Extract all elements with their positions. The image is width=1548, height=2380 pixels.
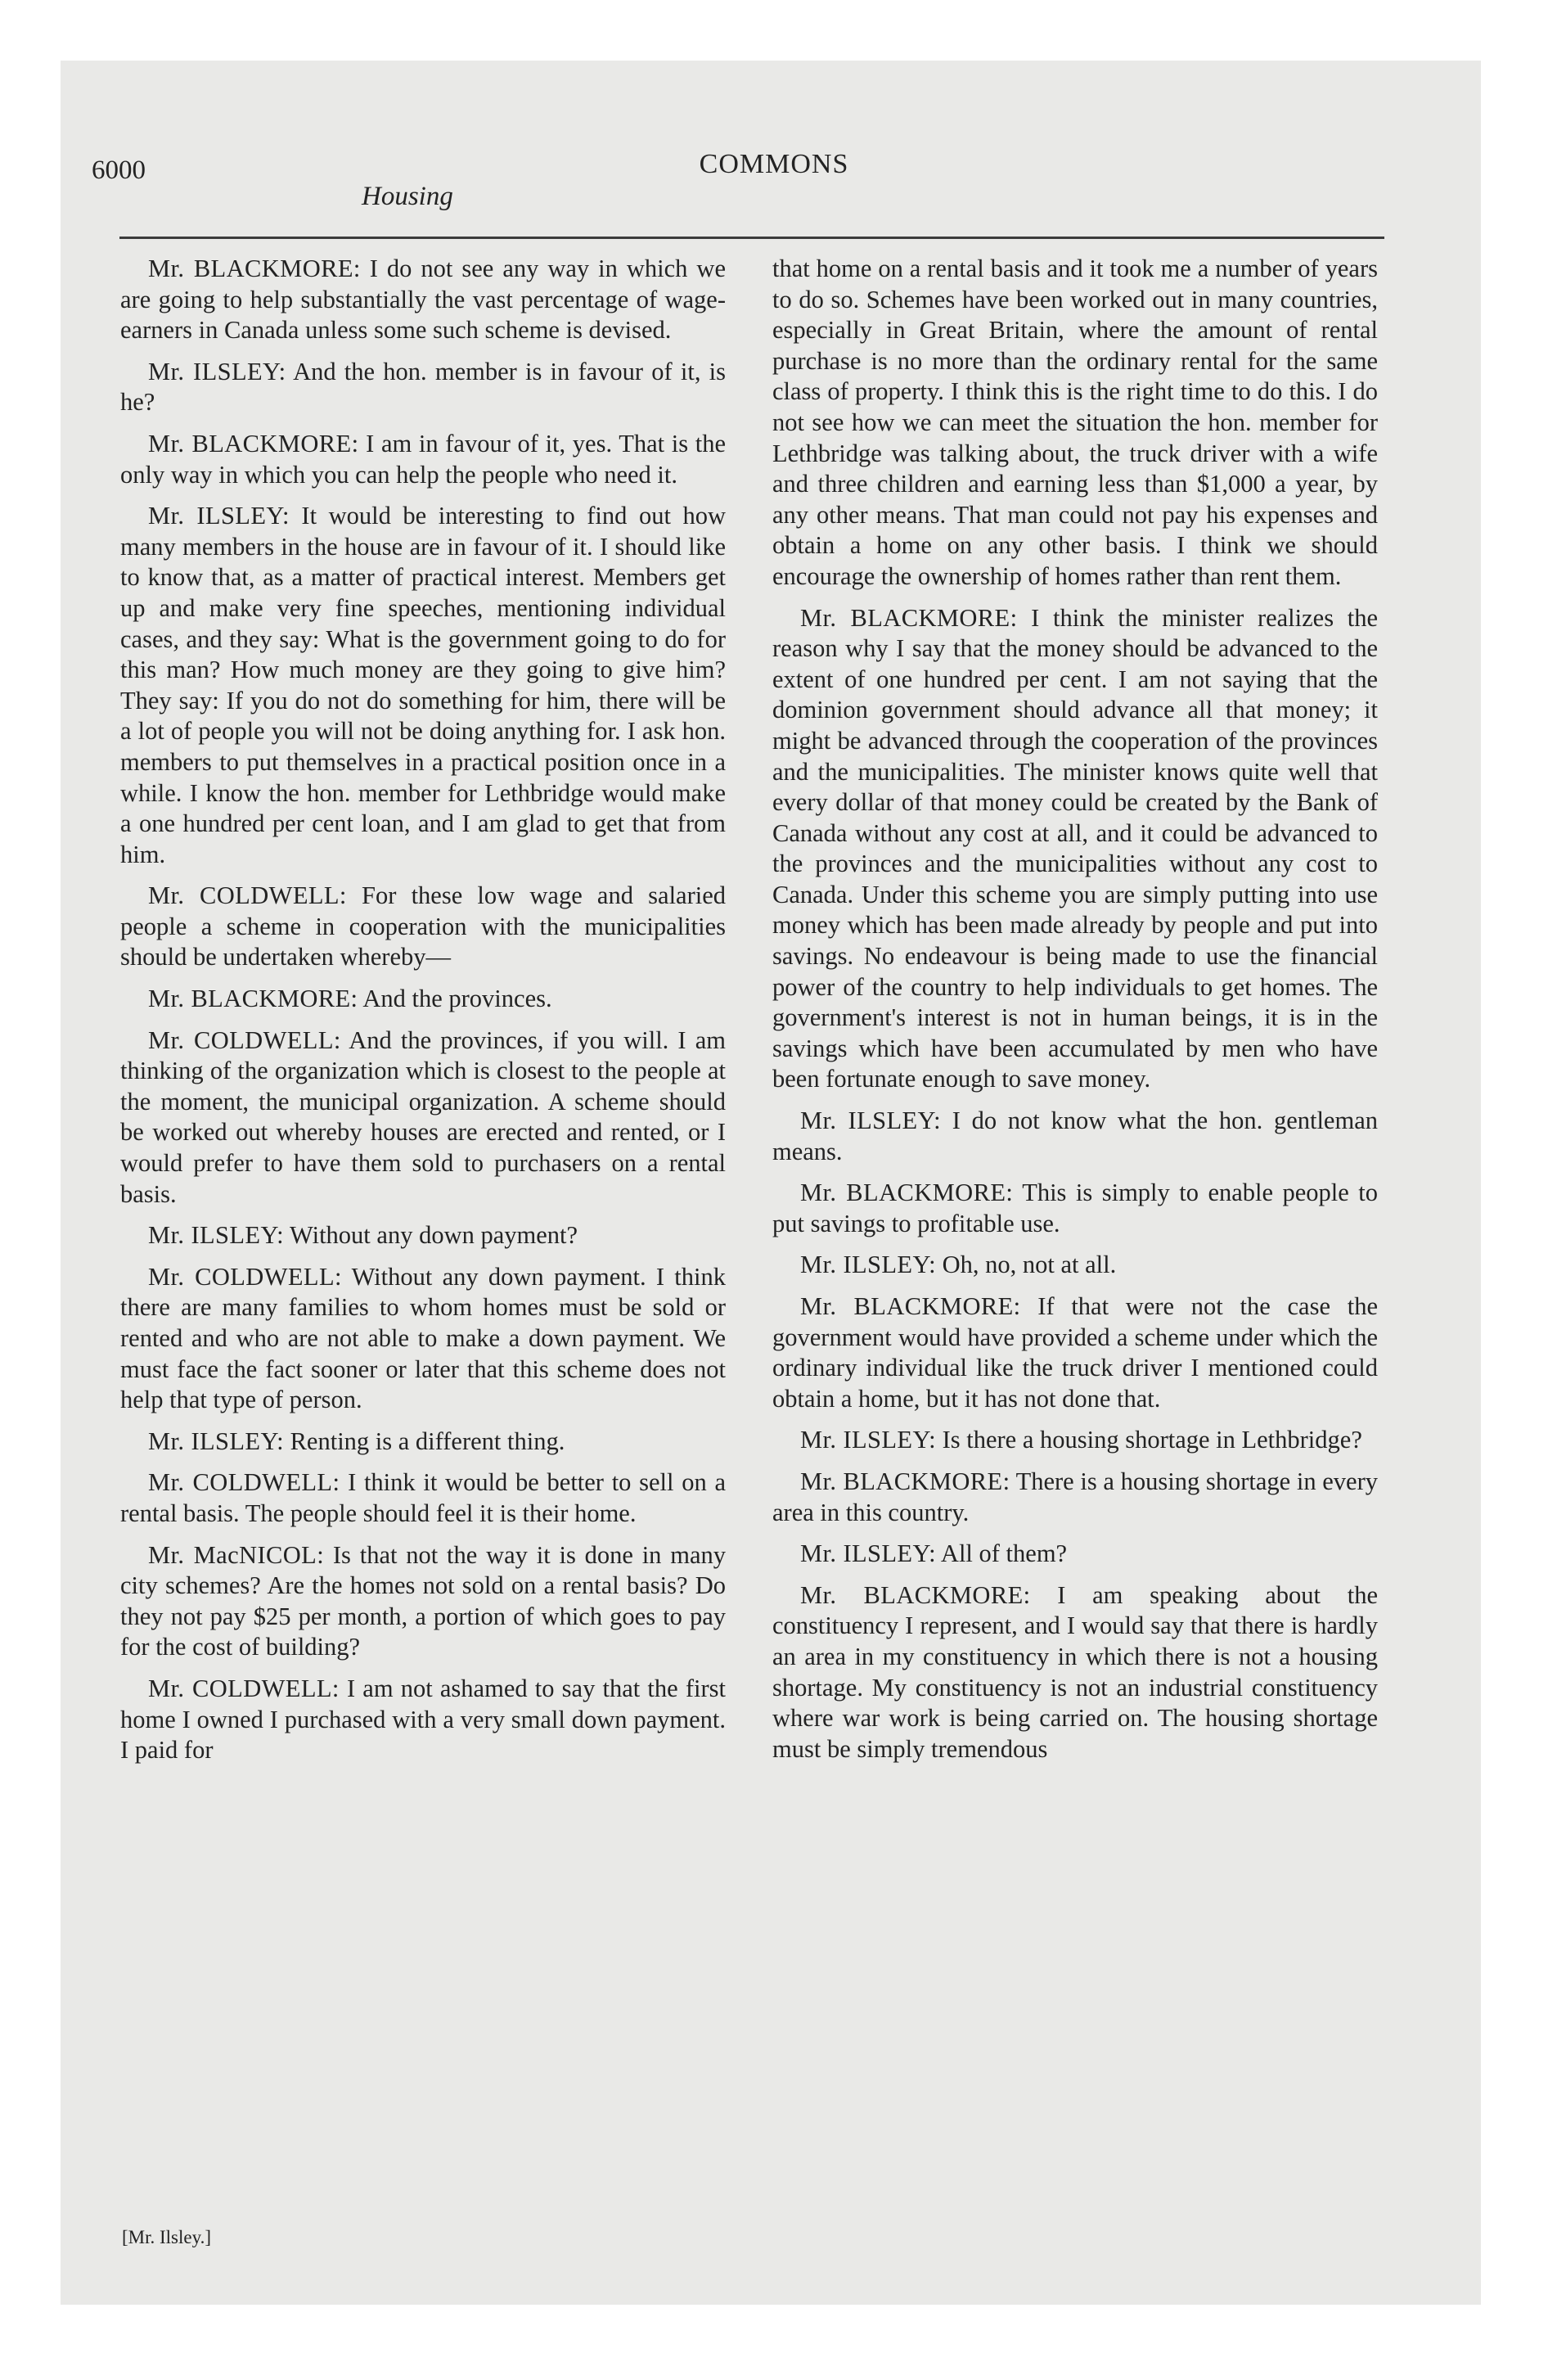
speech-paragraph [120, 1467, 726, 1529]
speaker-name: Mr. COLDWELL: [148, 1025, 341, 1054]
speech-text: Without any down payment? [290, 1221, 578, 1250]
speech-paragraph [120, 1427, 726, 1458]
speech-paragraph [772, 1425, 1378, 1456]
speech-text: All of them? [940, 1539, 1068, 1568]
speech-text: I am not ashamed to say that the first home I owned I purchased with a very small down payment. I paid for [120, 1674, 726, 1765]
section-title: Housing [362, 182, 453, 211]
speech-paragraph [120, 881, 726, 973]
running-head: COMMONS [699, 149, 849, 179]
speaker-name: Mr. BLACKMORE: [148, 429, 359, 458]
speech-text: Without any down payment. I think there are many families to whom homes must be sold or rented and who are not able to make a down payment. We must face the fact sooner or later that this scheme does not help that type of person. [120, 1262, 726, 1414]
speech-text: I think it would be better to sell on a rental basis. The people should feel it is their home. [120, 1468, 726, 1527]
speech-text: For these low wage and salaried people a scheme in cooperation with the municipalities should be undertaken whereby— [120, 881, 726, 971]
speaker-name: Mr. ILSLEY: [800, 1539, 936, 1568]
speech-paragraph [772, 1106, 1378, 1167]
speech-text: I do not see any way in which we are going to help substantially the vast percentage of wage-earners in Canada unless some such scheme is devised. [120, 255, 726, 345]
page-number: 6000 [92, 156, 146, 185]
speaker-name: Mr. ILSLEY: [800, 1107, 942, 1135]
speech-text: Renting is a different thing. [290, 1427, 565, 1455]
speech-paragraph [772, 1178, 1378, 1239]
speech-text: that home on a rental basis and it took me a number of years to do so. Schemes have been worked out in many countries, especially in Great Britain, where the amount of rental purchase is no more than the ordinary rental for the same class of property. I think this is the right time to do this. I do not see how we can meet the situation the hon. member for Lethbridge was talking about, the truck driver with a wife and three children and earning less than $1,000 a year, by any other means. That man could not pay his expenses and obtain a home on any other basis. I think we should encourage the ownership of homes rather than rent them. [772, 255, 1378, 590]
speech-text: I do not know what the hon. gentleman means. [772, 1107, 1378, 1165]
speaker-name: Mr. ILSLEY: [148, 357, 286, 385]
speech-paragraph [120, 254, 726, 346]
speech-paragraph [772, 254, 1378, 593]
speaker-name: Mr. COLDWELL: [148, 1468, 340, 1497]
speaker-name: Mr. BLACKMORE: [800, 1179, 1014, 1207]
speech-paragraph [772, 1467, 1378, 1528]
speech-text: I think the minister realizes the reason why I say that the money should be advanced to the extent of one hundred per cent. I am not saying that the dominion government should advance all that money; it might be advanced through the cooperation of the provinces and the municipalities. The minister knows quite well that every dollar of that money could be created by the Bank of Canada without any cost at all, and it could be advanced to the provinces and the municipalities without any cost to Canada. Under this scheme you are simply putting into use money which has been made already by people and put into savings. No endeavour is being made to use the financial power of the country to help individuals to get homes. The government's interest is not in human beings, it is in the savings which have been accumulated by men who have been fortunate enough to save money. [772, 603, 1379, 1093]
speech-text: Oh, no, not at all. [942, 1251, 1117, 1279]
speech-text: This is simply to enable people to put savings to profitable use. [772, 1179, 1379, 1237]
speech-text: And the provinces. [362, 985, 552, 1013]
speech-text: If that were not the case the government would have provided a scheme under which the ordinary individual like the truck driver I mentioned could obtain a home, but it has not done that. [772, 1292, 1379, 1413]
speaker-name: Mr. MacNICOL: [148, 1540, 325, 1569]
speaker-name: Mr. ILSLEY: [148, 1427, 284, 1455]
speech-paragraph [120, 1025, 726, 1210]
speech-text: Is that not the way it is done in many city schemes? Are the homes not sold on a rental basis? Do they not pay $25 per month, a portion of which goes to pay for the cost of building? [120, 1540, 726, 1661]
speech-paragraph [772, 1580, 1378, 1765]
speech-paragraph [120, 1674, 726, 1766]
header-rule [119, 237, 1384, 239]
speaker-name: Mr. ILSLEY: [800, 1426, 936, 1454]
speech-paragraph [120, 1540, 726, 1663]
right-column [772, 254, 1378, 1775]
speech-paragraph [772, 603, 1378, 1096]
speech-text: And the provinces, if you will. I am thinking of the organization which is closest to the people at the moment, the municipal organization. A scheme should be worked out whereby houses are erected and rented, or I would prefer to have them sold to purchasers on a rental basis. [120, 1025, 726, 1208]
speaker-name: Mr. BLACKMORE: [800, 1292, 1021, 1320]
left-column [120, 254, 726, 1777]
speaker-name: Mr. COLDWELL: [148, 1674, 340, 1702]
speaker-name: Mr. BLACKMORE: [148, 985, 358, 1013]
speech-paragraph [120, 1220, 726, 1251]
speech-paragraph [772, 1250, 1378, 1281]
speech-paragraph [120, 501, 726, 870]
speech-paragraph [120, 429, 726, 490]
speech-text: I am in favour of it, yes. That is the only way in which you can help the people who need it. [120, 429, 727, 489]
speaker-name: Mr. COLDWELL: [148, 881, 347, 910]
speaker-name: Mr. BLACKMORE: [800, 1467, 1010, 1495]
speech-paragraph [772, 1539, 1378, 1570]
speech-text: There is a housing shortage in every area in this country. [772, 1467, 1379, 1526]
speaker-name: Mr. BLACKMORE: [800, 603, 1018, 632]
speaker-name: Mr. ILSLEY: [148, 1221, 284, 1250]
speaker-reference-footer: [Mr. Ilsley.] [122, 2227, 212, 2247]
speech-text: And the hon. member is in favour of it, is he? [120, 357, 726, 417]
speech-paragraph [120, 1262, 726, 1416]
speaker-name: Mr. COLDWELL: [148, 1262, 342, 1291]
speech-text: I am speaking about the constituency I represent, and I would say that there is hardly an area in my constituency in which there is not a housing shortage. My constituency is not an industrial constituency where war work is being carried on. The housing shortage must be simply tremendous [772, 1580, 1379, 1763]
speaker-name: Mr. BLACKMORE: [148, 255, 361, 282]
speaker-name: Mr. BLACKMORE: [800, 1580, 1031, 1609]
speech-paragraph [120, 357, 726, 418]
speaker-name: Mr. ILSLEY: [800, 1251, 936, 1279]
speech-paragraph [120, 984, 726, 1015]
speaker-name: Mr. ILSLEY: [148, 502, 290, 530]
speech-text: Is there a housing shortage in Lethbridge? [942, 1426, 1362, 1454]
speech-paragraph [772, 1291, 1378, 1414]
speech-text: It would be interesting to find out how many members in the house are in favour of it. I should like to know that, as a matter of practical interest. Members get up and make very fine speeches, mentioning individual cases, and they say: What is the government going to do for this man? How much money are they going to give him? They say: If you do not do something for him, there will be a lot of people you will not be doing anything for. I ask hon. members to put themselves in a practical position once in a while. I know the hon. member for Lethbridge would make a one hundred per cent loan, and I am glad to get that from him. [120, 502, 726, 868]
